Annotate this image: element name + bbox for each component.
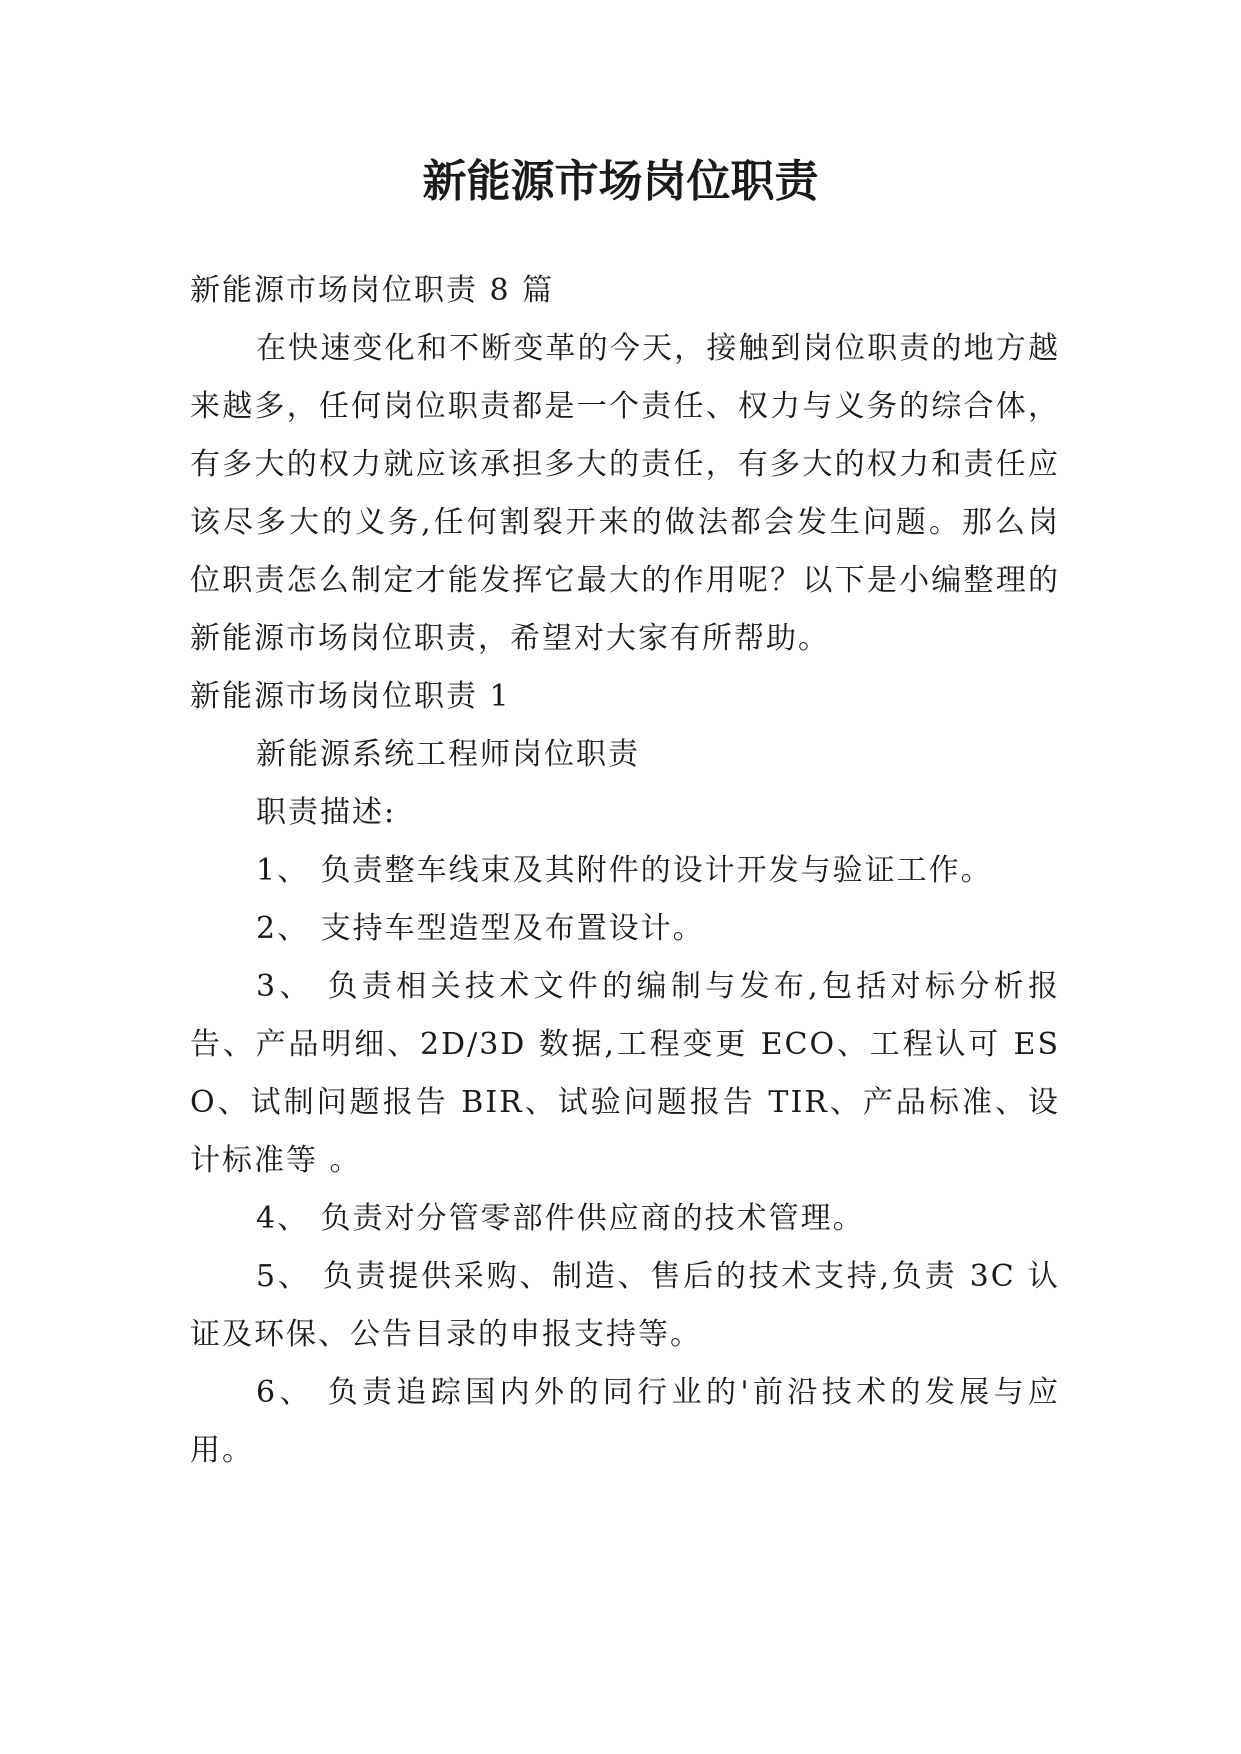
duty-item-4: 4、 负责对分管零部件供应商的技术管理。 <box>256 1201 865 1236</box>
duty-item-6: 6、 负责追踪国内外的同行业的'前沿技术的发展与应用。 <box>190 1375 1060 1468</box>
duty-item-5: 5、 负责提供采购、制造、售后的技术支持,负责 3C 认证及环保、公告目录的申报支持等。 <box>190 1259 1060 1352</box>
intro-paragraph: 在快速变化和不断变革的今天，接触到岗位职责的地方越来越多，任何岗位职责都是一个责任、权力与义务的综合体，有多大的权力就应该承担多大的责任，有多大的权力和责任应该尽多大的义务,任何割裂开来的做法都会发生问题。那么岗位职责怎么制定才能发挥它最大的作用呢？以下是小编整理的新能源市场岗位职责，希望对大家有所帮助。 <box>190 331 1060 656</box>
document-subtitle: 新能源市场岗位职责 8 篇 <box>190 273 555 308</box>
job-title: 新能源系统工程师岗位职责 <box>256 737 640 772</box>
duty-description-label: 职责描述: <box>256 795 397 830</box>
duty-item-1: 1、 负责整车线束及其附件的设计开发与验证工作。 <box>256 853 993 888</box>
duty-item-3: 3、 负责相关技术文件的编制与发布,包括对标分析报告、产品明细、2D/3D 数据,工程变更 ECO、工程认可 ESO、试制问题报告 BIR、试验问题报告 TIR、产品标准、设计标准等 。 <box>190 969 1060 1178</box>
section-heading: 新能源市场岗位职责 1 <box>190 679 511 714</box>
duty-item-2: 2、 支持车型造型及布置设计。 <box>256 911 705 946</box>
document-title: 新能源市场岗位职责 <box>422 156 819 207</box>
